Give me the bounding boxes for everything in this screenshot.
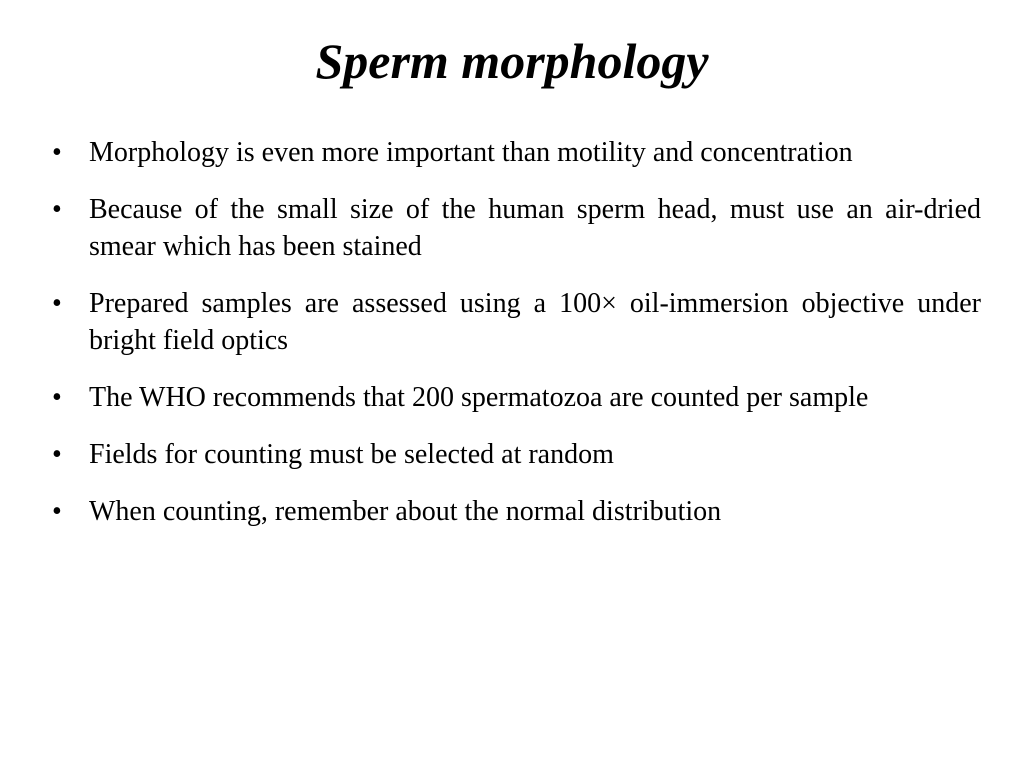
bullet-text: Prepared samples are assessed using a 100× oil-immersion objective under bright field optics xyxy=(89,288,981,356)
bullet-dot-icon: • xyxy=(52,439,62,470)
bullet-dot-icon: • xyxy=(52,194,62,225)
bullet-item xyxy=(0,191,1024,265)
bullet-dot-icon: • xyxy=(52,288,62,319)
bullet-text: Morphology is even more important than motility and concentration xyxy=(89,137,853,168)
bullet-text: When counting, remember about the normal distribution xyxy=(89,496,722,527)
bullet-text: Fields for counting must be selected at random xyxy=(89,439,614,470)
bullet-dot-icon: • xyxy=(52,137,62,168)
bullet-item xyxy=(0,436,1024,473)
bullet-dot-icon: • xyxy=(52,382,62,413)
slide-title: Sperm morphology xyxy=(315,33,709,89)
bullet-item xyxy=(0,493,1024,530)
bullet-list xyxy=(0,134,1024,550)
bullet-item xyxy=(0,134,1024,171)
bullet-text: Because of the small size of the human sperm head, must use an air-dried smear which has been stained xyxy=(89,194,981,262)
bullet-item xyxy=(0,379,1024,416)
bullet-dot-icon: • xyxy=(52,496,62,527)
bullet-text: The WHO recommends that 200 spermatozoa are counted per sample xyxy=(89,382,869,413)
bullet-item xyxy=(0,285,1024,359)
